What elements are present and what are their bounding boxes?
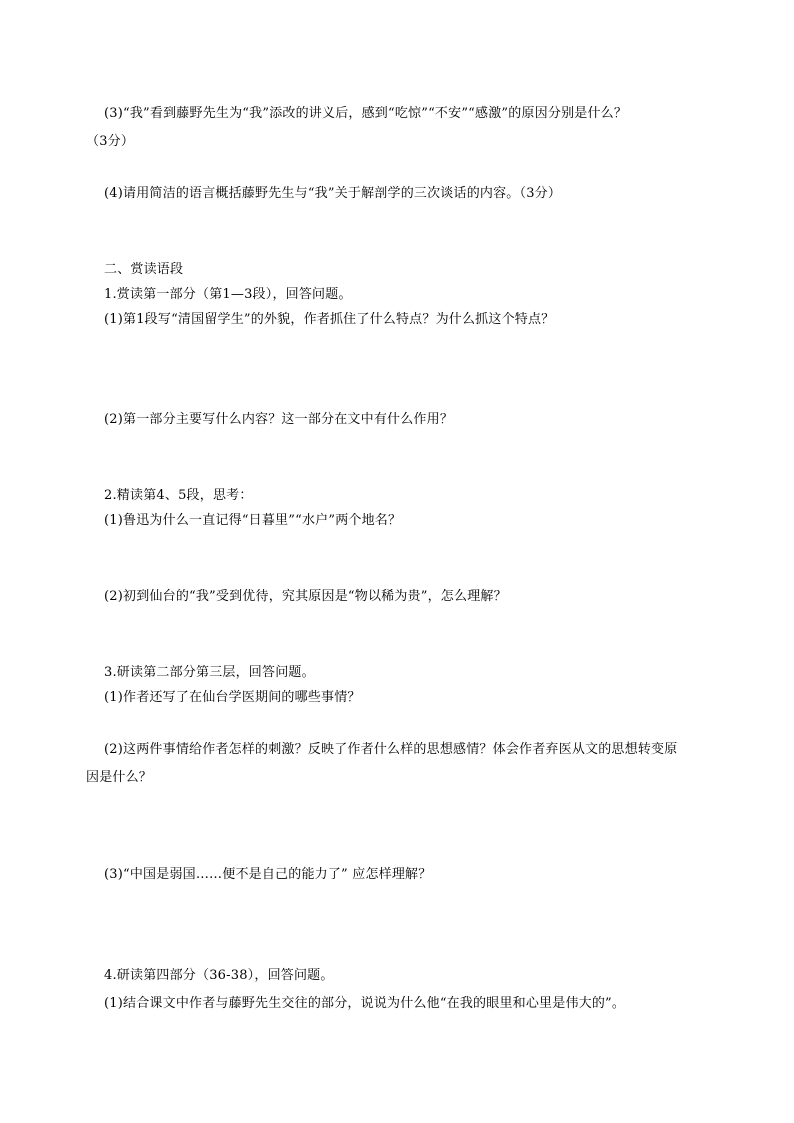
- part-4-title: 4.研读第四部分（36-38），回答问题。: [104, 968, 334, 983]
- part-4-question-1: (1)结合课文中作者与藤野先生交往的部分，说说为什么他“在我的眼里和心里是伟大的”。: [104, 996, 626, 1011]
- part-3-question-3: (3)“中国是弱国……便不是自己的能力了” 应怎样理解？: [104, 867, 432, 882]
- part-1-question-1: (1)第1段写“清国留学生”的外貌，作者抓住了什么特点？为什么抓这个特点？: [104, 312, 555, 327]
- part-3-question-2-continued: 因是什么？: [86, 770, 153, 785]
- part-1-title: 1.赏读第一部分（第1—3段），回答问题。: [104, 287, 352, 302]
- section-2-title: 二、赏读语段: [104, 262, 184, 277]
- question-3-score: （3分）: [86, 134, 135, 149]
- part-2-title: 2.精读第4、5段，思考：: [104, 488, 253, 503]
- part-1-question-2: (2)第一部分主要写什么内容？这一部分在文中有什么作用？: [104, 412, 454, 427]
- part-2-question-2: (2)初到仙台的“我”受到优待，究其原因是“物以稀为贵”，怎么理解？: [104, 589, 507, 604]
- part-2-question-1: (1)鲁迅为什么一直记得“日暮里”“水户”两个地名？: [104, 513, 402, 528]
- part-3-title: 3.研读第二部分第三层，回答问题。: [104, 665, 315, 680]
- question-3-text: (3)“我”看到藤野先生为“我”添改的讲义后，感到“吃惊”“不安”“感激”的原因分别是什么？: [104, 106, 628, 121]
- part-3-question-1: (1)作者还写了在仙台学医期间的哪些事情？: [104, 690, 361, 705]
- part-3-question-2: (2)这两件事情给作者怎样的刺激？反映了作者什么样的思想感情？体会作者弃医从文的思想转变原: [104, 742, 678, 757]
- question-4-text: (4)请用简洁的语言概括藤野先生与“我”关于解剖学的三次谈话的内容。（3分）: [104, 186, 562, 201]
